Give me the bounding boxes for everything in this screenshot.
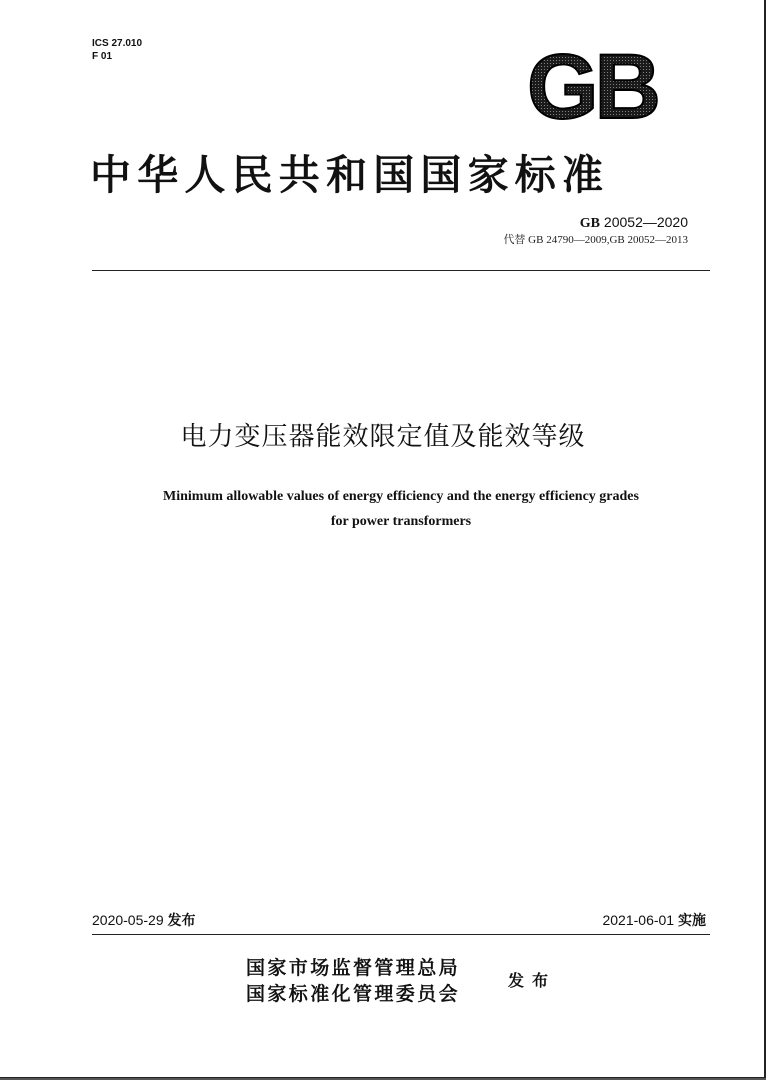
footer-divider bbox=[92, 934, 710, 935]
issuer-samr: 国家市场监督管理总局 bbox=[246, 957, 461, 979]
impl-date-value: 2021-06-01 bbox=[602, 912, 675, 928]
replaces-note: 代替 GB 24790—2009,GB 20052—2013 bbox=[503, 234, 688, 246]
header-divider bbox=[92, 270, 710, 271]
implementation-date bbox=[602, 910, 706, 930]
issue-date-label: 发布 bbox=[167, 913, 196, 929]
issue-date-value: 2020-05-29 bbox=[92, 912, 164, 928]
ics-code: ICS 27.010 bbox=[92, 38, 143, 49]
svg-text:GB: GB bbox=[527, 44, 657, 124]
issue-date bbox=[92, 910, 196, 930]
national-standard-title: 中华人民共和国国家标准 bbox=[90, 151, 610, 199]
classification-codes bbox=[92, 37, 142, 63]
ccs-code: F 01 bbox=[92, 51, 113, 62]
title-en-line1: Minimum allowable values of energy efficiency and the energy efficiency grades bbox=[163, 489, 639, 504]
document-title-en bbox=[60, 484, 742, 534]
standard-code: 20052—2020 bbox=[603, 214, 688, 230]
standard-prefix: GB bbox=[579, 216, 601, 231]
document-title-cn: 电力变压器能效限定值及能效等级 bbox=[180, 422, 586, 452]
issuer-sac: 国家标准化管理委员会 bbox=[246, 983, 461, 1005]
gb-logo bbox=[516, 44, 668, 128]
impl-date-label: 实施 bbox=[678, 913, 706, 929]
publish-label: 发布 bbox=[508, 971, 557, 990]
standard-number bbox=[580, 214, 688, 232]
issuing-authorities bbox=[246, 955, 460, 1007]
title-en-line2: for power transformers bbox=[330, 514, 472, 529]
